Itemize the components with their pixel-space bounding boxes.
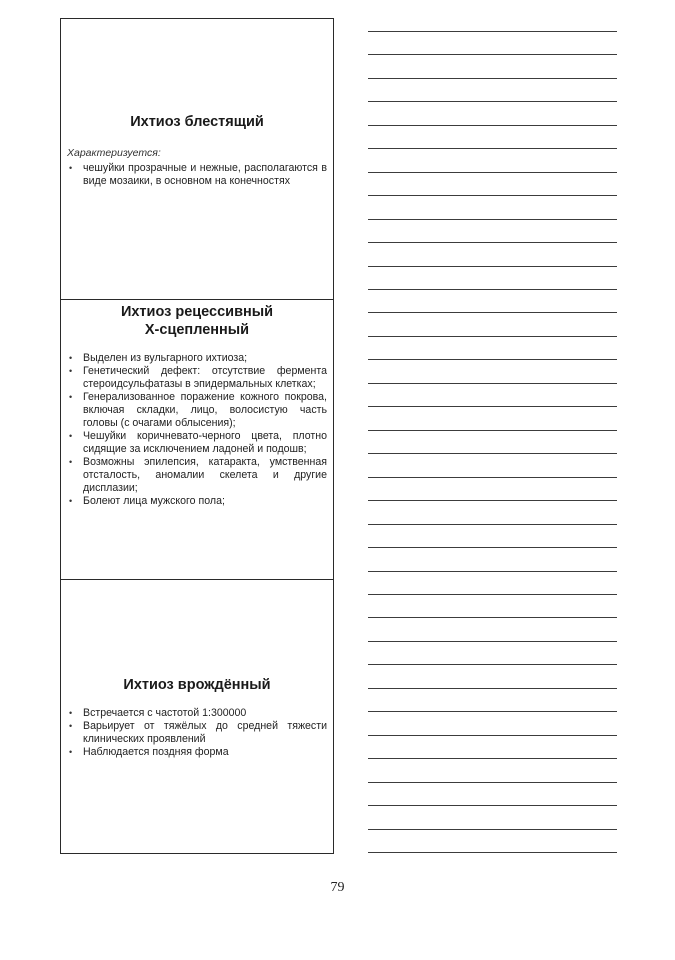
note-line (368, 805, 617, 806)
note-line (368, 101, 617, 102)
note-line (368, 219, 617, 220)
list-item: • Выделен из вульгарного ихтиоза; (66, 352, 327, 365)
section-title-line-1: Ихтиоз рецессивный (120, 304, 274, 320)
section-subtitle: Характеризуется: (67, 147, 161, 159)
note-line (368, 711, 617, 712)
note-line (368, 664, 617, 665)
section-ichthyosis-shining (61, 19, 333, 299)
section-ichthyosis-recessive-x-linked (61, 299, 333, 579)
list-item: • Наблюдается поздняя форма (66, 746, 327, 759)
note-line (368, 617, 617, 618)
note-line (368, 852, 617, 853)
note-line (368, 758, 617, 759)
note-line (368, 195, 617, 196)
note-line (368, 524, 617, 525)
list-item: • чешуйки прозрачные и нежные, располагаются в виде мозаики, в основном на конечностях (66, 162, 327, 188)
section-title (61, 303, 333, 339)
bullet-list (66, 162, 327, 188)
note-line (368, 242, 617, 243)
list-item: • Чешуйки коричневато-черного цвета, плотно сидящие за исключением ладоней и подошв; (66, 430, 327, 456)
note-line (368, 336, 617, 337)
info-column (60, 18, 334, 854)
bullet-list (66, 352, 327, 508)
section-title: Ихтиоз врождённый (123, 677, 271, 693)
note-line (368, 735, 617, 736)
note-line (368, 547, 617, 548)
note-line (368, 383, 617, 384)
page-number: 79 (330, 880, 345, 895)
bullet-list (66, 707, 327, 759)
list-item: • Генерализованное поражение кожного покрова, включая складки, лицо, волосистую часть головы (с очагами облысения); (66, 391, 327, 430)
note-line (368, 312, 617, 313)
note-line (368, 31, 617, 32)
note-line (368, 125, 617, 126)
note-line (368, 172, 617, 173)
note-line (368, 782, 617, 783)
note-line (368, 359, 617, 360)
note-line (368, 641, 617, 642)
list-item: • Болеют лица мужского пола; (66, 495, 327, 508)
note-line (368, 289, 617, 290)
note-line (368, 571, 617, 572)
note-line (368, 500, 617, 501)
list-item: • Генетический дефект: отсутствие фермента стероидсульфатазы в эпидермальных клетках; (66, 365, 327, 391)
list-item: • Встречается с частотой 1:300000 (66, 707, 327, 720)
section-title-line-2: Х-сцепленный (144, 322, 250, 338)
note-line (368, 406, 617, 407)
list-item: • Варьирует от тяжёлых до средней тяжести клинических проявлений (66, 720, 327, 746)
note-line (368, 453, 617, 454)
section-title: Ихтиоз блестящий (130, 114, 264, 130)
list-item: • Возможны эпилепсия, катаракта, умственная отсталость, аномалии скелета и другие дисплазии; (66, 456, 327, 495)
note-line (368, 477, 617, 478)
note-line (368, 829, 617, 830)
note-line (368, 430, 617, 431)
note-line (368, 688, 617, 689)
note-line (368, 594, 617, 595)
note-line (368, 54, 617, 55)
note-line (368, 78, 617, 79)
note-line (368, 148, 617, 149)
note-line (368, 266, 617, 267)
section-ichthyosis-congenital (61, 579, 333, 853)
